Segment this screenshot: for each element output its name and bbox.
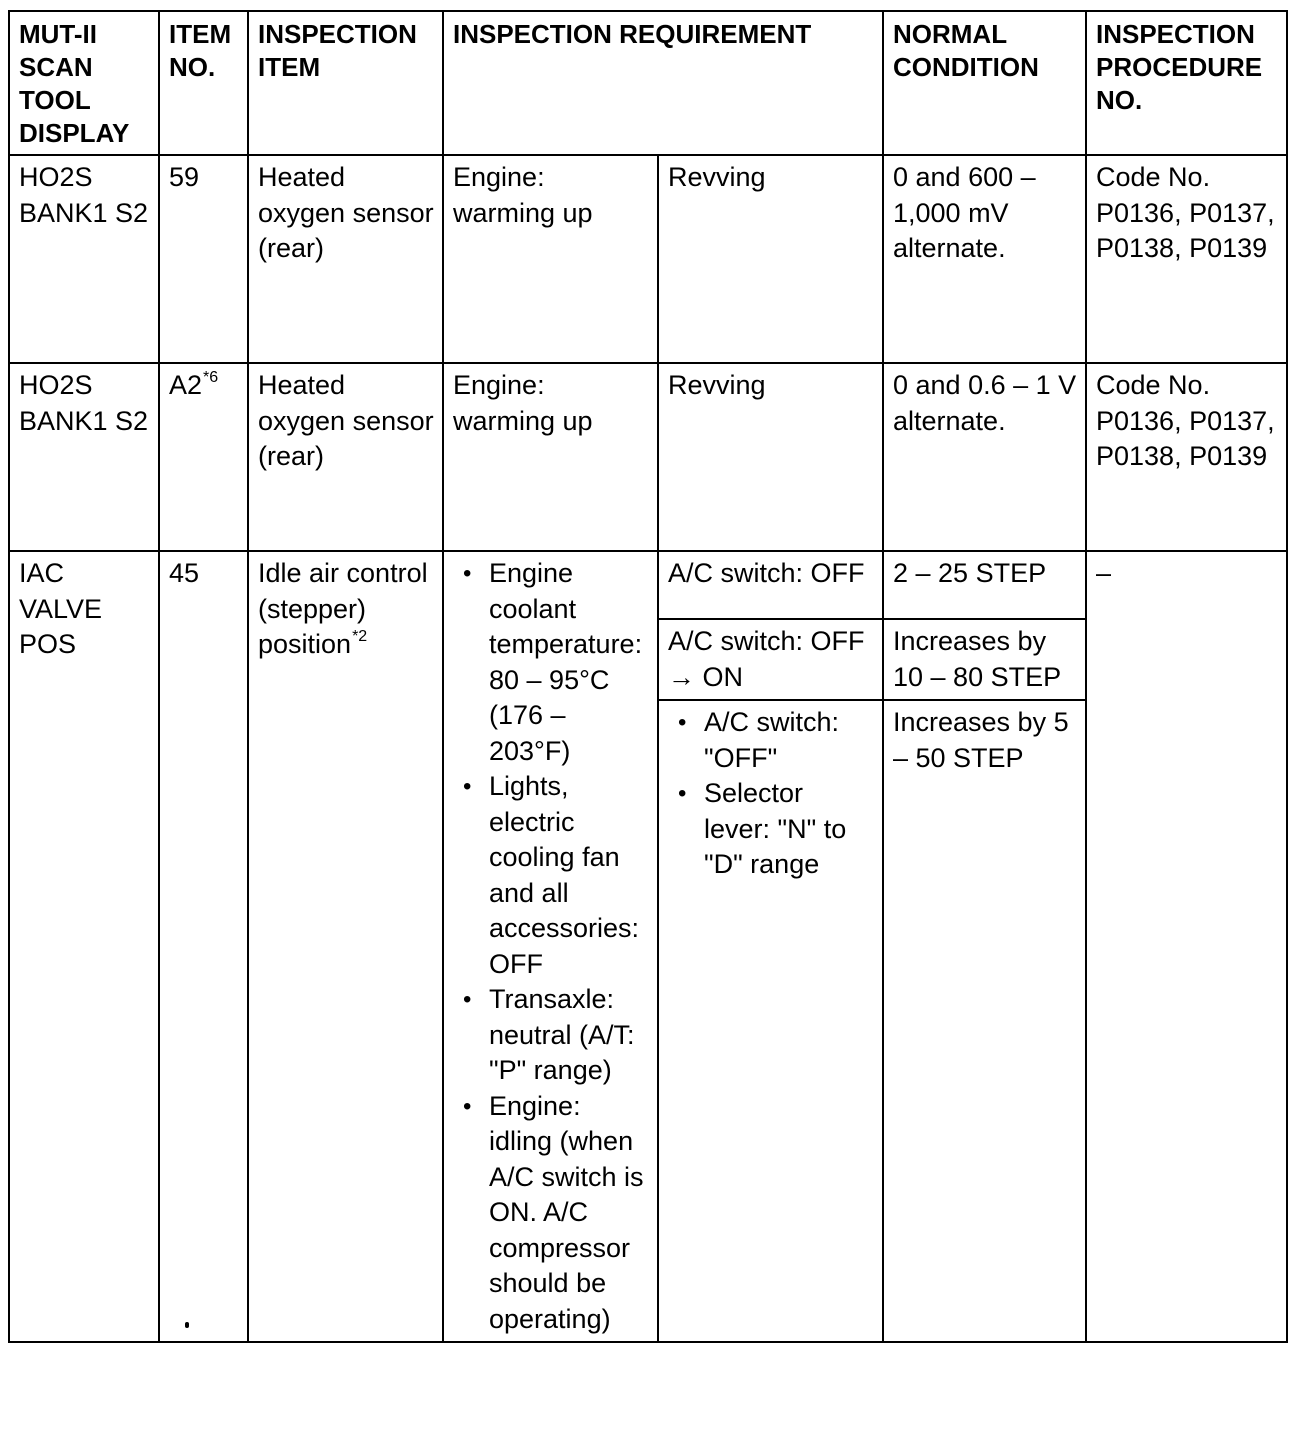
list-item: • A/C switch: "OFF" — [704, 705, 874, 776]
list-item: • Engine: idling (when A/C switch is ON. A/C compressor should be operating) — [489, 1089, 649, 1338]
normal-condition-cell: Increases by 5 – 50 STEP — [883, 700, 1086, 1342]
header-item-no: ITEM NO. — [159, 11, 248, 155]
scan-speck-mark — [185, 1322, 189, 1328]
header-inspection-procedure-no: INSPECTION PROCEDURE NO. — [1086, 11, 1287, 155]
inspection-item-text: Idle air control (stepper) position — [258, 558, 428, 659]
requirement-condition-cell: A/C switch: OFF — [658, 551, 883, 619]
normal-condition-cell: 0 and 0.6 – 1 V alternate. — [883, 363, 1086, 551]
requirement-condition-cell: A/C switch: OFF → ON — [658, 619, 883, 700]
table-row — [9, 155, 1287, 363]
normal-condition-cell: Increases by 10 – 80 STEP — [883, 619, 1086, 700]
list-item: • Lights, electric cooling fan and all accessories: OFF — [489, 769, 649, 982]
list-item: • Selector lever: "N" to "D" range — [704, 776, 874, 883]
header-inspection-requirement: INSPECTION REQUIREMENT — [443, 11, 883, 155]
condition-list — [668, 705, 874, 883]
procedure-no-cell: Code No. P0136, P0137, P0138, P0139 — [1086, 155, 1287, 363]
header-row — [9, 11, 1287, 155]
normal-condition-cell: 2 – 25 STEP — [883, 551, 1086, 619]
inspection-item-cell — [248, 551, 443, 1342]
item-no-cell — [159, 363, 248, 551]
header-scan-tool-display: MUT-II SCAN TOOL DISPLAY — [9, 11, 159, 155]
requirement-condition-cell — [658, 700, 883, 1342]
requirement-list-cell — [443, 551, 658, 1342]
inspection-item-cell: Heated oxygen sensor (rear) — [248, 155, 443, 363]
item-no-cell: 59 — [159, 155, 248, 363]
normal-condition-cell: 0 and 600 – 1,000 mV alternate. — [883, 155, 1086, 363]
footnote-marker: *2 — [352, 628, 368, 645]
requirement-condition-cell: Revving — [658, 155, 883, 363]
item-no-text: A2 — [169, 370, 203, 400]
inspection-table — [8, 10, 1288, 1343]
scan-tool-display-cell: HO2S BANK1 S2 — [9, 155, 159, 363]
list-item: • Transaxle: neutral (A/T: "P" range) — [489, 982, 649, 1089]
requirement-cell: Engine: warming up — [443, 155, 658, 363]
header-inspection-item: INSPECTION ITEM — [248, 11, 443, 155]
header-normal-condition: NORMAL CONDITION — [883, 11, 1086, 155]
scan-tool-display-cell: IAC VALVE POS — [9, 551, 159, 1342]
table-row — [9, 551, 1287, 619]
scan-tool-display-cell: HO2S BANK1 S2 — [9, 363, 159, 551]
requirement-cell: Engine: warming up — [443, 363, 658, 551]
procedure-no-cell: – — [1086, 551, 1287, 1342]
procedure-no-cell: Code No. P0136, P0137, P0138, P0139 — [1086, 363, 1287, 551]
item-no-cell: 45 — [159, 551, 248, 1342]
inspection-item-cell: Heated oxygen sensor (rear) — [248, 363, 443, 551]
table-row — [9, 363, 1287, 551]
list-item: • Engine coolant temperature: 80 – 95°C (176 – 203°F) — [489, 556, 649, 769]
requirement-condition-cell: Revving — [658, 363, 883, 551]
requirement-list — [453, 556, 649, 1337]
footnote-marker: *6 — [203, 369, 219, 386]
